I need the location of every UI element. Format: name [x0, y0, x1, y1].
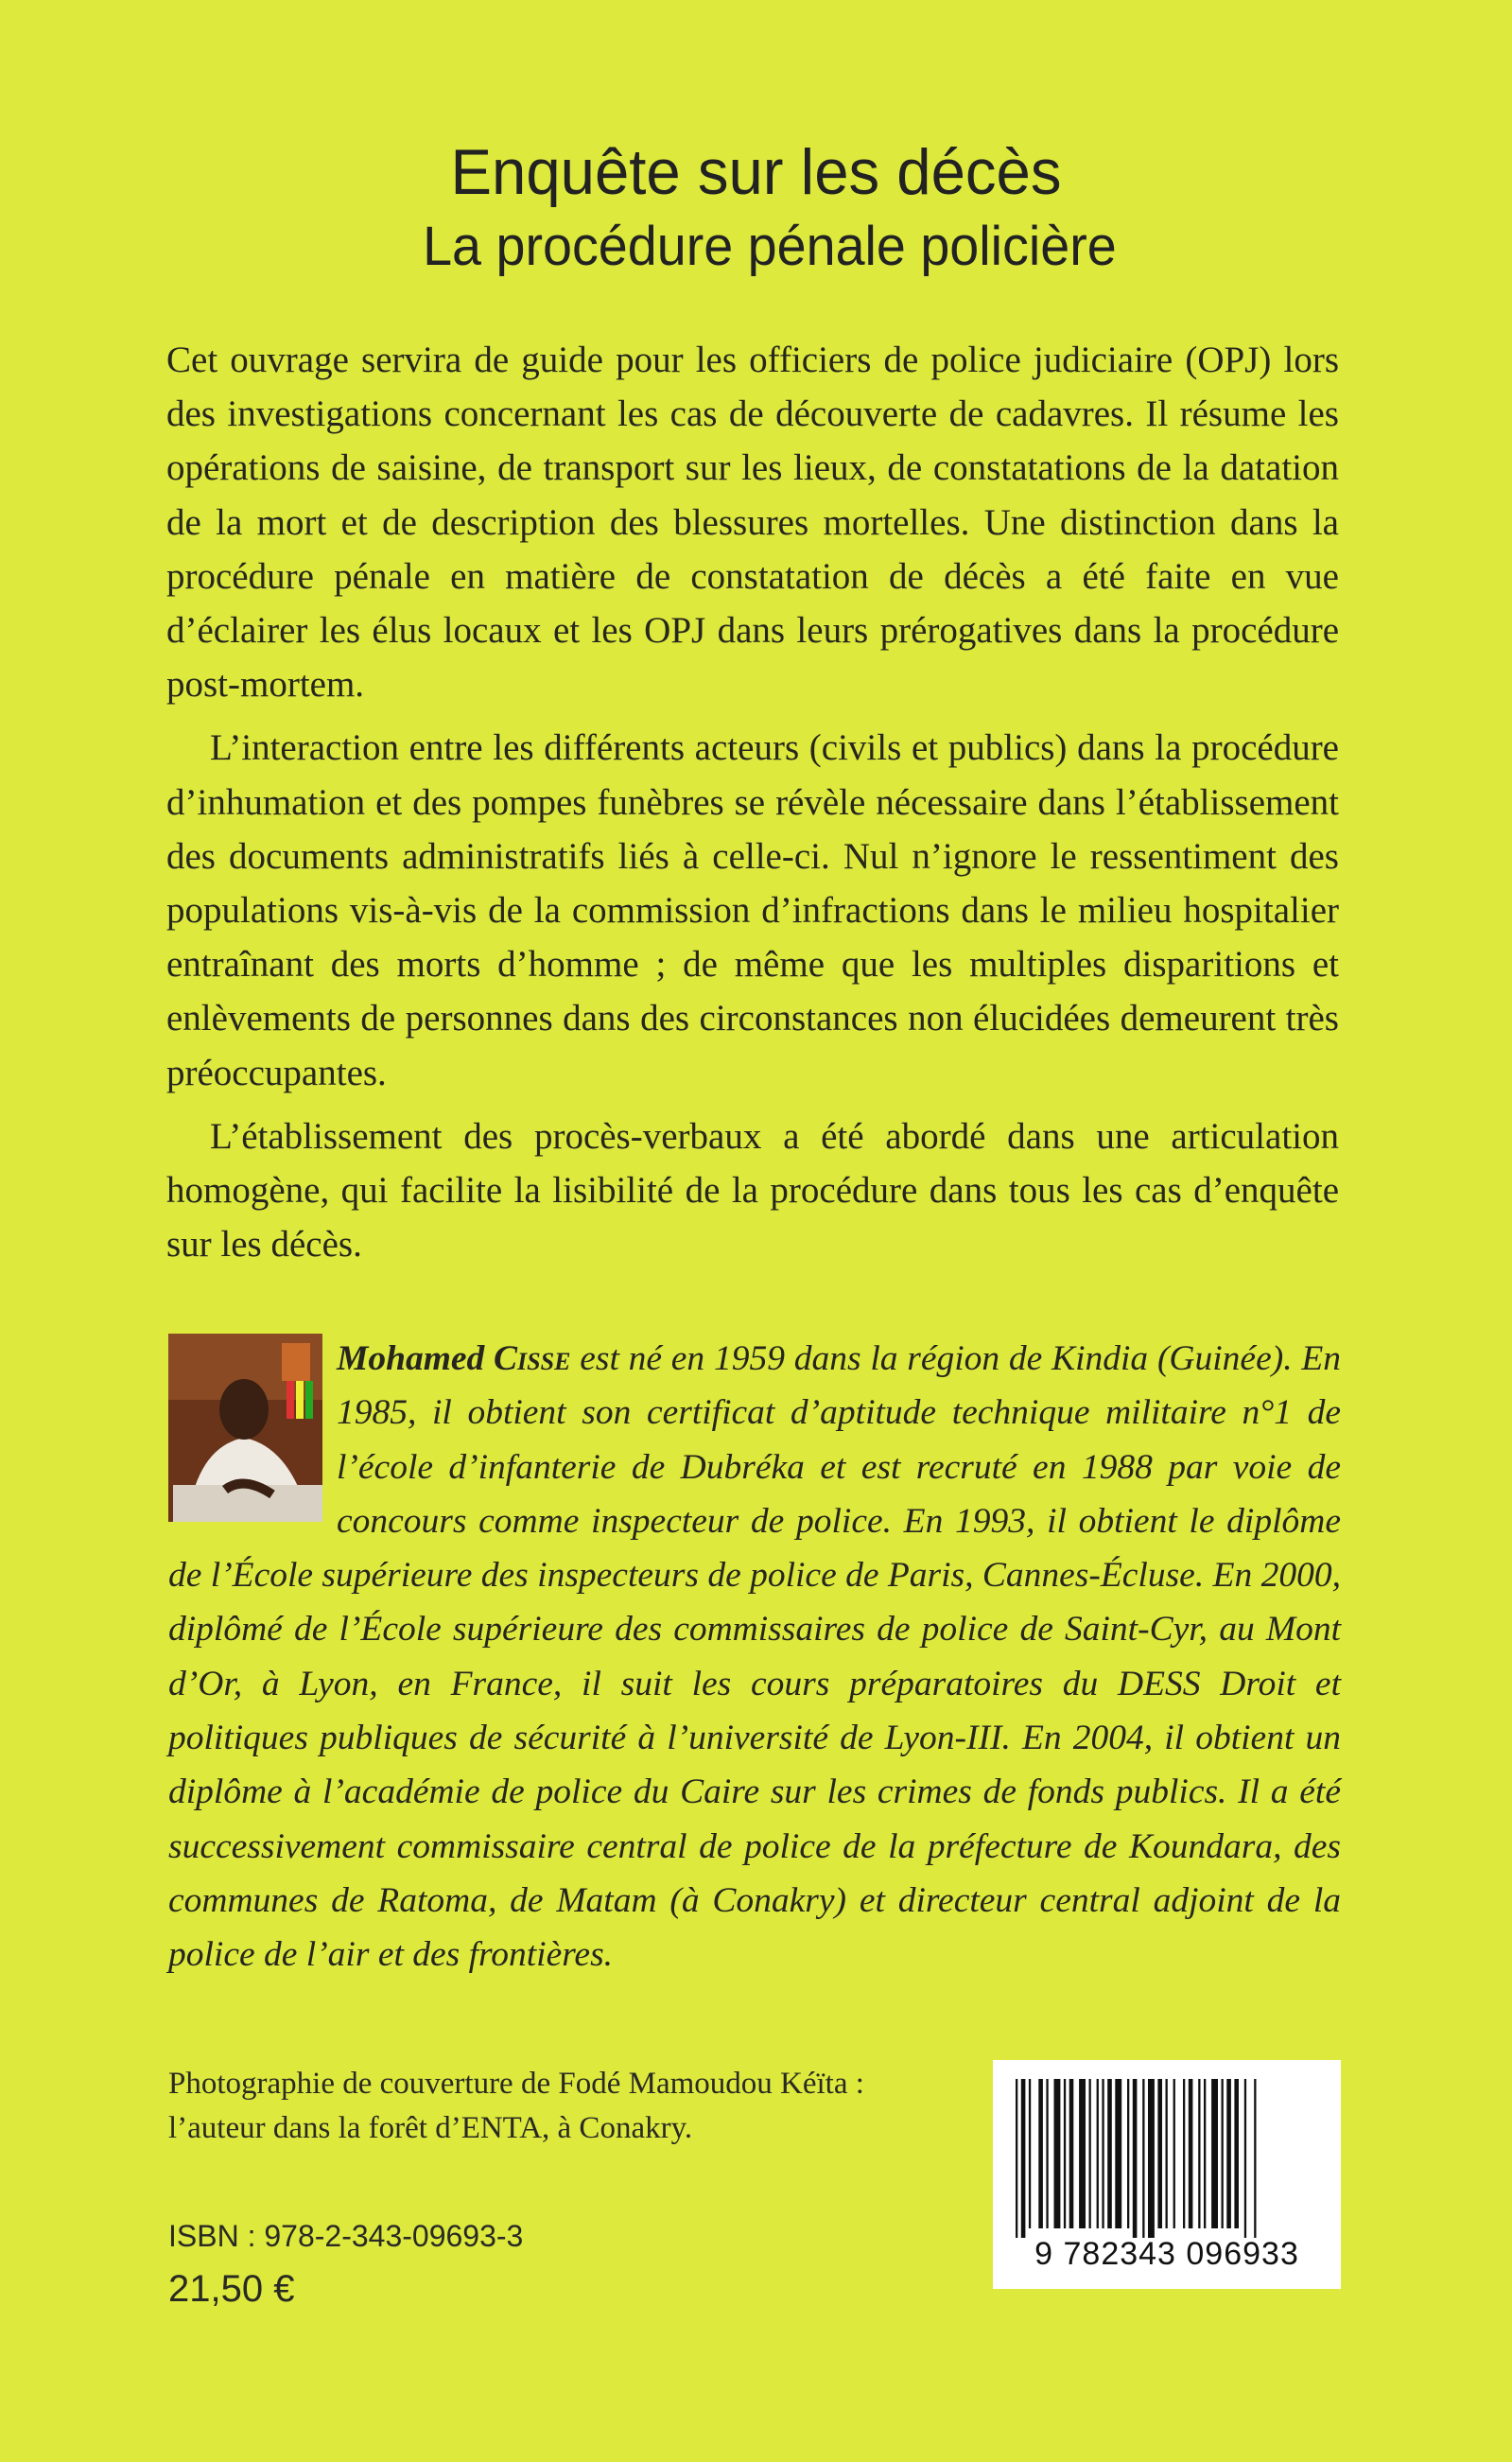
barcode-bar: [1189, 2079, 1193, 2228]
cover-photo-credit: [168, 2062, 982, 2151]
barcode-bar: [1148, 2079, 1155, 2238]
book-summary: [166, 333, 1339, 1271]
barcode-bar: [1046, 2079, 1048, 2228]
barcode-bar: [1021, 2079, 1026, 2238]
barcode-bar: [1107, 2079, 1112, 2228]
author-first-name: Mohamed: [337, 1339, 485, 1378]
author-last-name: Cisse: [494, 1339, 571, 1378]
barcode-bar: [1064, 2079, 1066, 2228]
barcode-bar: [1198, 2079, 1200, 2228]
barcode-bar: [1089, 2079, 1091, 2228]
author-bio-text: est né en 1959 dans la région de Kindia (Guinée). En 1985, il obtient son certificat d’aptitude technique militaire n°1 de l’école d’infanterie de Dubréka et est recruté en 1988 par voie de concours comme inspecteur de police. En 1993, il obtient le diplôme de l’École supérieure des inspecteurs de police de Paris, Cannes-Écluse. En 2000, diplômé de l’École supérieure des commissaires de police de Saint-Cyr, au Mont d’Or, à Lyon, en France, il suit les cours préparatoires du DESS Droit et politiques publiques de sécurité à l’université de Lyon-III. En 2004, il obtient un diplôme à l’académie de police du Caire sur les crimes de fonds publics. Il a été successivement commissaire central de police de la préfecture de Koundara, des communes de Ratoma, de Matam (à Conakry) et directeur central adjoint de la police de l’air et des frontières.: [168, 1339, 1341, 1975]
barcode-bar: [1133, 2079, 1138, 2238]
barcode-bar: [1079, 2079, 1086, 2228]
barcode-bar: [1102, 2079, 1104, 2228]
barcode-bar: [1142, 2079, 1144, 2238]
price: 21,50 €: [168, 2268, 295, 2310]
summary-paragraph: Cet ouvrage servira de guide pour les officiers de police judiciaire (OPJ) lors des investigations concernant les cas de découverte de cadavres. Il résume les opérations de saisine, de transport sur les lieux, de constatations de la datation de la mort et de description des blessures mortelles. Une distinction dans la procédure pénale en matière de constatation de décès a été faite en vue d’éclairer les élus locaux et les OPJ dans leurs prérogatives dans la procédure post-mortem.: [166, 340, 1339, 706]
barcode: [993, 2060, 1341, 2289]
barcode-bar: [1204, 2079, 1206, 2228]
barcode-bar: [1244, 2079, 1246, 2238]
barcode-digits: 9 782343 096933: [1034, 2236, 1299, 2272]
barcode-bar: [1254, 2079, 1256, 2238]
barcode-bar: [1173, 2079, 1175, 2228]
barcode-bar: [1211, 2079, 1218, 2228]
barcode-bar: [1054, 2079, 1061, 2228]
barcode-bar: [1226, 2079, 1231, 2228]
barcode-bar: [1029, 2079, 1031, 2228]
barcode-bar: [1069, 2079, 1074, 2228]
barcode-bar: [1038, 2079, 1043, 2228]
summary-paragraph: L’établissement des procès-verbaux a été abordé dans une articulation homogène, qui facilite la lisibilité de la procédure dans tous les cas d’enquête sur les décès.: [166, 1115, 1339, 1266]
book-title-block: [0, 132, 1512, 282]
barcode-bar: [1222, 2079, 1224, 2228]
barcode-bars: [1008, 2079, 1326, 2238]
barcode-bar: [1183, 2079, 1185, 2228]
author-biography: [168, 1332, 1341, 1982]
barcode-bar: [1234, 2079, 1239, 2228]
barcode-bar: [1157, 2079, 1162, 2228]
barcode-bar: [1115, 2079, 1121, 2228]
barcode-bar: [1166, 2079, 1168, 2228]
barcode-bar: [1127, 2079, 1129, 2228]
summary-paragraph: L’interaction entre les différents acteurs (civils et publics) dans la procédure d’inhumation et des pompes funèbres se révèle nécessaire dans l’établissement des documents administratifs liés à celle-ci. Nul n’ignore le ressentiment des populations vis-à-vis de la commission d’infractions dans le milieu hospitalier entraînant des morts d’homme ; de même que les multiples disparitions et enlèvements de personnes dans des circonstances non élucidées demeurent très préoccupantes.: [166, 727, 1339, 1093]
barcode-bar: [1016, 2079, 1017, 2238]
barcode-bar: [1097, 2079, 1099, 2228]
credit-line: l’auteur dans la forêt d’ENTA, à Conakry.: [168, 2111, 693, 2145]
credit-line: Photographie de couverture de Fodé Mamoudou Kéïta :: [168, 2067, 864, 2101]
book-title: Enquête sur les décès: [450, 136, 1062, 208]
book-subtitle: La procédure pénale policière: [423, 216, 1117, 277]
isbn: ISBN : 978-2-343-09693-3: [168, 2219, 524, 2253]
